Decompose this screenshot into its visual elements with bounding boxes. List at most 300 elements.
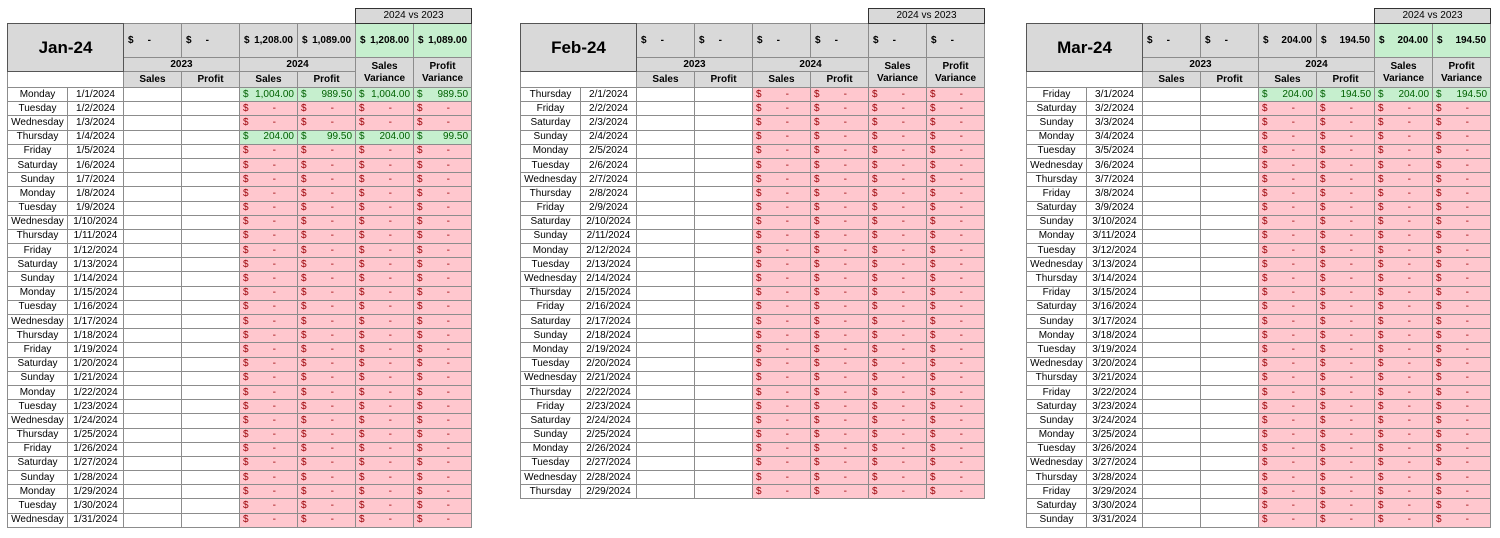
profit-2023-cell[interactable] xyxy=(182,315,240,329)
profit-2024-cell[interactable] xyxy=(811,173,869,187)
profit-2024-cell[interactable] xyxy=(298,471,356,485)
profit-2024-cell[interactable] xyxy=(1317,329,1375,343)
sales-2024-cell[interactable] xyxy=(753,272,811,286)
profit-2024-cell[interactable] xyxy=(811,456,869,470)
profit-2023-cell[interactable] xyxy=(182,229,240,243)
sales-2024-cell[interactable] xyxy=(240,229,298,243)
profit-2023-cell[interactable] xyxy=(695,357,753,371)
profit-2023-cell[interactable] xyxy=(1201,428,1259,442)
profit-2024-cell[interactable] xyxy=(1317,485,1375,499)
sales-2023-cell[interactable] xyxy=(124,300,182,314)
sales-2024-cell[interactable] xyxy=(753,116,811,130)
sales-2023-cell[interactable] xyxy=(124,371,182,385)
profit-2024-cell[interactable] xyxy=(298,442,356,456)
sales-2024-cell[interactable] xyxy=(240,300,298,314)
profit-2024-cell[interactable] xyxy=(1317,371,1375,385)
sales-2023-cell[interactable] xyxy=(637,357,695,371)
profit-2024-cell[interactable] xyxy=(1317,88,1375,102)
profit-2024-cell[interactable] xyxy=(1317,499,1375,513)
profit-2023-cell[interactable] xyxy=(1201,343,1259,357)
sales-2023-cell[interactable] xyxy=(637,286,695,300)
profit-2023-cell[interactable] xyxy=(182,400,240,414)
profit-2023-cell[interactable] xyxy=(182,144,240,158)
sales-2024-cell[interactable] xyxy=(240,258,298,272)
sales-2023-cell[interactable] xyxy=(1143,343,1201,357)
sales-2024-cell[interactable] xyxy=(753,456,811,470)
sales-2023-cell[interactable] xyxy=(637,130,695,144)
profit-2023-cell[interactable] xyxy=(182,513,240,527)
profit-2023-cell[interactable] xyxy=(182,116,240,130)
sales-2023-cell[interactable] xyxy=(124,315,182,329)
sales-2023-cell[interactable] xyxy=(1143,371,1201,385)
profit-2024-cell[interactable] xyxy=(298,201,356,215)
sales-2024-cell[interactable] xyxy=(1259,116,1317,130)
sales-2023-cell[interactable] xyxy=(1143,315,1201,329)
sales-2024-cell[interactable] xyxy=(240,400,298,414)
sales-2023-cell[interactable] xyxy=(124,428,182,442)
sales-2024-cell[interactable] xyxy=(240,329,298,343)
profit-2023-cell[interactable] xyxy=(182,456,240,470)
sales-2024-cell[interactable] xyxy=(1259,144,1317,158)
profit-2024-cell[interactable] xyxy=(811,144,869,158)
profit-2023-cell[interactable] xyxy=(1201,116,1259,130)
sales-2024-cell[interactable] xyxy=(753,144,811,158)
profit-2023-cell[interactable] xyxy=(1201,371,1259,385)
profit-2023-cell[interactable] xyxy=(1201,187,1259,201)
profit-2023-cell[interactable] xyxy=(695,485,753,499)
sales-2024-cell[interactable] xyxy=(753,315,811,329)
profit-2024-cell[interactable] xyxy=(811,158,869,172)
sales-2023-cell[interactable] xyxy=(1143,229,1201,243)
profit-2024-cell[interactable] xyxy=(811,286,869,300)
sales-2024-cell[interactable] xyxy=(1259,371,1317,385)
profit-2023-cell[interactable] xyxy=(1201,215,1259,229)
profit-2024-cell[interactable] xyxy=(811,428,869,442)
sales-2024-cell[interactable] xyxy=(240,244,298,258)
profit-2024-cell[interactable] xyxy=(811,400,869,414)
sales-2023-cell[interactable] xyxy=(124,229,182,243)
profit-2024-cell[interactable] xyxy=(811,272,869,286)
profit-2023-cell[interactable] xyxy=(695,244,753,258)
sales-2023-cell[interactable] xyxy=(1143,329,1201,343)
sales-2023-cell[interactable] xyxy=(124,400,182,414)
profit-2023-cell[interactable] xyxy=(182,173,240,187)
profit-2024-cell[interactable] xyxy=(298,357,356,371)
sales-2023-cell[interactable] xyxy=(1143,102,1201,116)
sales-2024-cell[interactable] xyxy=(753,244,811,258)
profit-2023-cell[interactable] xyxy=(182,329,240,343)
profit-2023-cell[interactable] xyxy=(1201,300,1259,314)
sales-2023-cell[interactable] xyxy=(124,513,182,527)
profit-2023-cell[interactable] xyxy=(695,116,753,130)
profit-2024-cell[interactable] xyxy=(298,513,356,527)
profit-2024-cell[interactable] xyxy=(298,102,356,116)
profit-2023-cell[interactable] xyxy=(182,244,240,258)
sales-2023-cell[interactable] xyxy=(1143,357,1201,371)
profit-2023-cell[interactable] xyxy=(182,385,240,399)
profit-2024-cell[interactable] xyxy=(811,258,869,272)
profit-2023-cell[interactable] xyxy=(695,272,753,286)
profit-2024-cell[interactable] xyxy=(298,400,356,414)
sales-2023-cell[interactable] xyxy=(1143,499,1201,513)
sales-2024-cell[interactable] xyxy=(1259,442,1317,456)
sales-2023-cell[interactable] xyxy=(1143,258,1201,272)
profit-2024-cell[interactable] xyxy=(298,130,356,144)
sales-2024-cell[interactable] xyxy=(1259,315,1317,329)
profit-2023-cell[interactable] xyxy=(1201,102,1259,116)
profit-2023-cell[interactable] xyxy=(182,371,240,385)
sales-2023-cell[interactable] xyxy=(637,485,695,499)
sales-2023-cell[interactable] xyxy=(637,385,695,399)
profit-2023-cell[interactable] xyxy=(182,343,240,357)
sales-2024-cell[interactable] xyxy=(753,343,811,357)
profit-2024-cell[interactable] xyxy=(298,456,356,470)
sales-2024-cell[interactable] xyxy=(240,343,298,357)
profit-2023-cell[interactable] xyxy=(695,215,753,229)
sales-2024-cell[interactable] xyxy=(1259,130,1317,144)
sales-2024-cell[interactable] xyxy=(1259,400,1317,414)
sales-2024-cell[interactable] xyxy=(240,215,298,229)
profit-2024-cell[interactable] xyxy=(811,215,869,229)
sales-2024-cell[interactable] xyxy=(1259,513,1317,527)
sales-2023-cell[interactable] xyxy=(637,343,695,357)
sales-2024-cell[interactable] xyxy=(1259,499,1317,513)
sales-2024-cell[interactable] xyxy=(240,201,298,215)
sales-2024-cell[interactable] xyxy=(1259,158,1317,172)
profit-2024-cell[interactable] xyxy=(811,442,869,456)
sales-2024-cell[interactable] xyxy=(1259,215,1317,229)
sales-2024-cell[interactable] xyxy=(240,286,298,300)
profit-2024-cell[interactable] xyxy=(298,414,356,428)
profit-2024-cell[interactable] xyxy=(1317,272,1375,286)
profit-2024-cell[interactable] xyxy=(811,329,869,343)
profit-2024-cell[interactable] xyxy=(811,201,869,215)
profit-2023-cell[interactable] xyxy=(1201,513,1259,527)
profit-2023-cell[interactable] xyxy=(182,130,240,144)
sales-2024-cell[interactable] xyxy=(753,300,811,314)
sales-2024-cell[interactable] xyxy=(240,173,298,187)
profit-2023-cell[interactable] xyxy=(1201,315,1259,329)
sales-2023-cell[interactable] xyxy=(637,471,695,485)
profit-2023-cell[interactable] xyxy=(695,300,753,314)
profit-2023-cell[interactable] xyxy=(1201,329,1259,343)
sales-2024-cell[interactable] xyxy=(753,187,811,201)
sales-2024-cell[interactable] xyxy=(240,371,298,385)
sales-2024-cell[interactable] xyxy=(240,272,298,286)
sales-2024-cell[interactable] xyxy=(753,400,811,414)
profit-2023-cell[interactable] xyxy=(695,229,753,243)
sales-2023-cell[interactable] xyxy=(124,215,182,229)
profit-2024-cell[interactable] xyxy=(1317,158,1375,172)
profit-2024-cell[interactable] xyxy=(1317,187,1375,201)
sales-2023-cell[interactable] xyxy=(124,130,182,144)
sales-2023-cell[interactable] xyxy=(124,414,182,428)
profit-2023-cell[interactable] xyxy=(1201,158,1259,172)
profit-2023-cell[interactable] xyxy=(695,371,753,385)
profit-2023-cell[interactable] xyxy=(1201,485,1259,499)
sales-2023-cell[interactable] xyxy=(124,471,182,485)
sales-2023-cell[interactable] xyxy=(637,215,695,229)
sales-2023-cell[interactable] xyxy=(637,102,695,116)
profit-2024-cell[interactable] xyxy=(811,229,869,243)
profit-2023-cell[interactable] xyxy=(182,442,240,456)
profit-2024-cell[interactable] xyxy=(1317,442,1375,456)
profit-2024-cell[interactable] xyxy=(1317,173,1375,187)
profit-2024-cell[interactable] xyxy=(811,102,869,116)
profit-2024-cell[interactable] xyxy=(1317,471,1375,485)
sales-2024-cell[interactable] xyxy=(753,414,811,428)
profit-2024-cell[interactable] xyxy=(1317,286,1375,300)
profit-2024-cell[interactable] xyxy=(1317,400,1375,414)
sales-2023-cell[interactable] xyxy=(637,244,695,258)
profit-2024-cell[interactable] xyxy=(811,414,869,428)
profit-2024-cell[interactable] xyxy=(298,272,356,286)
sales-2024-cell[interactable] xyxy=(240,414,298,428)
profit-2024-cell[interactable] xyxy=(298,173,356,187)
sales-2024-cell[interactable] xyxy=(1259,244,1317,258)
profit-2024-cell[interactable] xyxy=(1317,229,1375,243)
profit-2023-cell[interactable] xyxy=(1201,173,1259,187)
sales-2023-cell[interactable] xyxy=(124,201,182,215)
sales-2024-cell[interactable] xyxy=(753,471,811,485)
sales-2024-cell[interactable] xyxy=(240,471,298,485)
profit-2023-cell[interactable] xyxy=(182,187,240,201)
sales-2023-cell[interactable] xyxy=(1143,400,1201,414)
profit-2023-cell[interactable] xyxy=(695,201,753,215)
sales-2023-cell[interactable] xyxy=(1143,116,1201,130)
sales-2024-cell[interactable] xyxy=(1259,343,1317,357)
profit-2023-cell[interactable] xyxy=(182,258,240,272)
sales-2024-cell[interactable] xyxy=(240,130,298,144)
sales-2024-cell[interactable] xyxy=(753,88,811,102)
profit-2024-cell[interactable] xyxy=(1317,315,1375,329)
sales-2023-cell[interactable] xyxy=(1143,428,1201,442)
sales-2024-cell[interactable] xyxy=(1259,414,1317,428)
sales-2024-cell[interactable] xyxy=(1259,286,1317,300)
profit-2023-cell[interactable] xyxy=(182,414,240,428)
profit-2023-cell[interactable] xyxy=(695,471,753,485)
sales-2023-cell[interactable] xyxy=(124,144,182,158)
sales-2024-cell[interactable] xyxy=(240,88,298,102)
profit-2024-cell[interactable] xyxy=(298,144,356,158)
sales-2024-cell[interactable] xyxy=(1259,385,1317,399)
profit-2023-cell[interactable] xyxy=(695,442,753,456)
profit-2023-cell[interactable] xyxy=(695,315,753,329)
profit-2024-cell[interactable] xyxy=(811,385,869,399)
sales-2024-cell[interactable] xyxy=(240,116,298,130)
sales-2024-cell[interactable] xyxy=(1259,456,1317,470)
sales-2024-cell[interactable] xyxy=(753,371,811,385)
profit-2023-cell[interactable] xyxy=(182,102,240,116)
sales-2023-cell[interactable] xyxy=(1143,286,1201,300)
profit-2024-cell[interactable] xyxy=(1317,300,1375,314)
profit-2023-cell[interactable] xyxy=(695,456,753,470)
sales-2023-cell[interactable] xyxy=(124,88,182,102)
sales-2024-cell[interactable] xyxy=(753,286,811,300)
sales-2023-cell[interactable] xyxy=(1143,485,1201,499)
sales-2023-cell[interactable] xyxy=(1143,158,1201,172)
sales-2023-cell[interactable] xyxy=(124,357,182,371)
sales-2024-cell[interactable] xyxy=(1259,485,1317,499)
sales-2024-cell[interactable] xyxy=(1259,201,1317,215)
profit-2023-cell[interactable] xyxy=(1201,471,1259,485)
sales-2023-cell[interactable] xyxy=(1143,88,1201,102)
sales-2023-cell[interactable] xyxy=(1143,187,1201,201)
sales-2023-cell[interactable] xyxy=(1143,130,1201,144)
sales-2024-cell[interactable] xyxy=(1259,329,1317,343)
sales-2023-cell[interactable] xyxy=(124,272,182,286)
sales-2024-cell[interactable] xyxy=(753,102,811,116)
profit-2023-cell[interactable] xyxy=(1201,244,1259,258)
sales-2024-cell[interactable] xyxy=(753,329,811,343)
sales-2024-cell[interactable] xyxy=(1259,187,1317,201)
profit-2023-cell[interactable] xyxy=(182,272,240,286)
sales-2023-cell[interactable] xyxy=(124,116,182,130)
sales-2023-cell[interactable] xyxy=(124,343,182,357)
profit-2024-cell[interactable] xyxy=(298,485,356,499)
sales-2023-cell[interactable] xyxy=(637,144,695,158)
profit-2023-cell[interactable] xyxy=(182,357,240,371)
profit-2024-cell[interactable] xyxy=(298,244,356,258)
sales-2024-cell[interactable] xyxy=(240,499,298,513)
sales-2024-cell[interactable] xyxy=(753,158,811,172)
profit-2024-cell[interactable] xyxy=(298,315,356,329)
profit-2024-cell[interactable] xyxy=(298,258,356,272)
sales-2023-cell[interactable] xyxy=(1143,244,1201,258)
profit-2024-cell[interactable] xyxy=(298,116,356,130)
profit-2023-cell[interactable] xyxy=(1201,385,1259,399)
profit-2024-cell[interactable] xyxy=(1317,343,1375,357)
sales-2024-cell[interactable] xyxy=(240,102,298,116)
sales-2023-cell[interactable] xyxy=(124,485,182,499)
profit-2023-cell[interactable] xyxy=(182,471,240,485)
sales-2023-cell[interactable] xyxy=(1143,300,1201,314)
profit-2024-cell[interactable] xyxy=(1317,144,1375,158)
profit-2023-cell[interactable] xyxy=(182,215,240,229)
sales-2024-cell[interactable] xyxy=(1259,428,1317,442)
profit-2023-cell[interactable] xyxy=(695,428,753,442)
sales-2023-cell[interactable] xyxy=(1143,201,1201,215)
profit-2023-cell[interactable] xyxy=(1201,499,1259,513)
sales-2024-cell[interactable] xyxy=(753,215,811,229)
profit-2023-cell[interactable] xyxy=(695,88,753,102)
profit-2024-cell[interactable] xyxy=(1317,244,1375,258)
profit-2024-cell[interactable] xyxy=(811,300,869,314)
sales-2024-cell[interactable] xyxy=(1259,258,1317,272)
profit-2024-cell[interactable] xyxy=(1317,102,1375,116)
sales-2024-cell[interactable] xyxy=(753,357,811,371)
sales-2024-cell[interactable] xyxy=(240,357,298,371)
profit-2023-cell[interactable] xyxy=(695,173,753,187)
profit-2024-cell[interactable] xyxy=(298,286,356,300)
profit-2023-cell[interactable] xyxy=(695,343,753,357)
sales-2023-cell[interactable] xyxy=(637,116,695,130)
profit-2023-cell[interactable] xyxy=(695,400,753,414)
profit-2024-cell[interactable] xyxy=(298,88,356,102)
profit-2024-cell[interactable] xyxy=(811,315,869,329)
profit-2023-cell[interactable] xyxy=(182,499,240,513)
sales-2024-cell[interactable] xyxy=(240,315,298,329)
sales-2023-cell[interactable] xyxy=(124,244,182,258)
profit-2023-cell[interactable] xyxy=(695,102,753,116)
profit-2023-cell[interactable] xyxy=(1201,456,1259,470)
profit-2024-cell[interactable] xyxy=(1317,414,1375,428)
profit-2023-cell[interactable] xyxy=(1201,272,1259,286)
sales-2024-cell[interactable] xyxy=(753,258,811,272)
profit-2023-cell[interactable] xyxy=(695,286,753,300)
profit-2023-cell[interactable] xyxy=(695,158,753,172)
sales-2024-cell[interactable] xyxy=(1259,88,1317,102)
profit-2024-cell[interactable] xyxy=(811,357,869,371)
sales-2023-cell[interactable] xyxy=(124,187,182,201)
profit-2024-cell[interactable] xyxy=(1317,456,1375,470)
profit-2023-cell[interactable] xyxy=(695,130,753,144)
sales-2024-cell[interactable] xyxy=(240,456,298,470)
profit-2024-cell[interactable] xyxy=(811,343,869,357)
sales-2024-cell[interactable] xyxy=(240,187,298,201)
profit-2024-cell[interactable] xyxy=(1317,513,1375,527)
profit-2024-cell[interactable] xyxy=(298,428,356,442)
sales-2024-cell[interactable] xyxy=(240,442,298,456)
sales-2024-cell[interactable] xyxy=(240,385,298,399)
profit-2023-cell[interactable] xyxy=(1201,130,1259,144)
sales-2024-cell[interactable] xyxy=(753,201,811,215)
profit-2023-cell[interactable] xyxy=(1201,414,1259,428)
sales-2023-cell[interactable] xyxy=(1143,385,1201,399)
profit-2023-cell[interactable] xyxy=(182,485,240,499)
sales-2023-cell[interactable] xyxy=(637,329,695,343)
sales-2023-cell[interactable] xyxy=(124,173,182,187)
sales-2023-cell[interactable] xyxy=(124,456,182,470)
profit-2023-cell[interactable] xyxy=(695,414,753,428)
sales-2023-cell[interactable] xyxy=(637,158,695,172)
sales-2023-cell[interactable] xyxy=(637,400,695,414)
profit-2024-cell[interactable] xyxy=(298,300,356,314)
profit-2024-cell[interactable] xyxy=(811,371,869,385)
sales-2023-cell[interactable] xyxy=(637,258,695,272)
sales-2023-cell[interactable] xyxy=(637,414,695,428)
sales-2024-cell[interactable] xyxy=(240,428,298,442)
sales-2023-cell[interactable] xyxy=(637,315,695,329)
profit-2023-cell[interactable] xyxy=(182,428,240,442)
profit-2023-cell[interactable] xyxy=(1201,144,1259,158)
sales-2024-cell[interactable] xyxy=(240,485,298,499)
profit-2023-cell[interactable] xyxy=(182,300,240,314)
profit-2023-cell[interactable] xyxy=(695,385,753,399)
sales-2023-cell[interactable] xyxy=(1143,414,1201,428)
sales-2024-cell[interactable] xyxy=(753,485,811,499)
sales-2024-cell[interactable] xyxy=(1259,173,1317,187)
profit-2024-cell[interactable] xyxy=(298,187,356,201)
profit-2024-cell[interactable] xyxy=(811,244,869,258)
profit-2024-cell[interactable] xyxy=(1317,215,1375,229)
profit-2024-cell[interactable] xyxy=(1317,116,1375,130)
sales-2024-cell[interactable] xyxy=(1259,272,1317,286)
profit-2023-cell[interactable] xyxy=(182,201,240,215)
profit-2023-cell[interactable] xyxy=(1201,201,1259,215)
profit-2023-cell[interactable] xyxy=(1201,229,1259,243)
sales-2023-cell[interactable] xyxy=(124,286,182,300)
sales-2023-cell[interactable] xyxy=(1143,272,1201,286)
sales-2024-cell[interactable] xyxy=(753,442,811,456)
profit-2024-cell[interactable] xyxy=(298,343,356,357)
profit-2023-cell[interactable] xyxy=(695,329,753,343)
profit-2024-cell[interactable] xyxy=(298,215,356,229)
sales-2023-cell[interactable] xyxy=(124,442,182,456)
profit-2023-cell[interactable] xyxy=(182,88,240,102)
sales-2024-cell[interactable] xyxy=(753,428,811,442)
sales-2024-cell[interactable] xyxy=(1259,471,1317,485)
